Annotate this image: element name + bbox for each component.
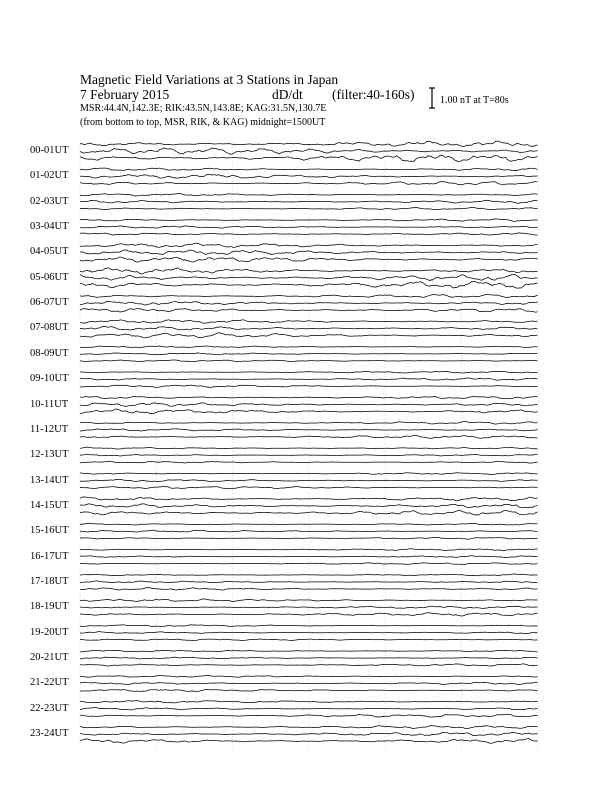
trace-07-08UT-KAG (80, 320, 538, 323)
trace-06-07UT-KAG (80, 294, 538, 297)
row-label-23-24UT: 23-24UT (30, 728, 69, 740)
trace-13-14UT-RIK (80, 479, 538, 481)
trace-00-01UT-MSR (80, 155, 538, 162)
trace-17-18UT-RIK (80, 581, 538, 583)
trace-10-11UT-KAG (80, 396, 538, 398)
trace-08-09UT-RIK (80, 353, 538, 355)
trace-12-13UT-MSR (80, 461, 538, 463)
trace-00-01UT-KAG (80, 141, 538, 147)
trace-06-07UT-MSR (80, 309, 538, 312)
row-label-18-19UT: 18-19UT (30, 601, 69, 613)
trace-08-09UT-KAG (80, 346, 538, 348)
trace-09-10UT-MSR (80, 385, 538, 387)
trace-12-13UT-RIK (80, 454, 538, 456)
trace-23-24UT-MSR (80, 738, 538, 743)
trace-14-15UT-RIK (80, 504, 538, 508)
row-label-03-04UT: 03-04UT (30, 221, 69, 233)
trace-00-01UT-RIK (80, 148, 538, 155)
trace-20-21UT-KAG (80, 650, 538, 652)
row-label-05-06UT: 05-06UT (30, 271, 69, 283)
trace-01-02UT-KAG (80, 168, 538, 171)
trace-09-10UT-RIK (80, 378, 538, 380)
trace-18-19UT-MSR (80, 613, 538, 616)
trace-16-17UT-MSR (80, 563, 538, 565)
trace-03-04UT-MSR (80, 233, 538, 235)
trace-16-17UT-RIK (80, 556, 538, 558)
trace-07-08UT-RIK (80, 327, 538, 330)
trace-22-23UT-MSR (80, 714, 538, 717)
component-label: dD/dt (272, 87, 303, 102)
trace-01-02UT-RIK (80, 174, 538, 178)
trace-15-16UT-RIK (80, 530, 538, 532)
trace-05-06UT-KAG (80, 268, 538, 274)
trace-20-21UT-RIK (80, 657, 538, 659)
trace-02-03UT-MSR (80, 207, 538, 210)
trace-02-03UT-RIK (80, 200, 538, 203)
trace-21-22UT-RIK (80, 682, 538, 684)
row-label-00-01UT: 00-01UT (30, 145, 69, 156)
trace-06-07UT-RIK (80, 301, 538, 305)
trace-07-08UT-MSR (80, 333, 538, 338)
trace-19-20UT-KAG (80, 625, 538, 627)
row-label-08-09UT: 08-09UT (30, 347, 69, 359)
trace-22-23UT-KAG (80, 701, 538, 703)
trace-08-09UT-MSR (80, 360, 538, 362)
row-label-15-16UT: 15-16UT (30, 525, 69, 537)
trace-03-04UT-KAG (80, 219, 538, 222)
trace-21-22UT-MSR (80, 689, 538, 691)
trace-03-04UT-RIK (80, 226, 538, 228)
trace-19-20UT-MSR (80, 639, 538, 641)
row-label-16-17UT: 16-17UT (30, 550, 69, 562)
row-label-11-12UT: 11-12UT (30, 423, 69, 435)
trace-17-18UT-KAG (80, 574, 538, 576)
trace-13-14UT-KAG (80, 473, 538, 475)
traces (80, 141, 538, 743)
row-label-12-13UT: 12-13UT (30, 449, 69, 461)
row-label-21-22UT: 21-22UT (30, 677, 69, 689)
row-label-02-03UT: 02-03UT (30, 195, 69, 207)
trace-12-13UT-KAG (80, 447, 538, 449)
trace-23-24UT-RIK (80, 732, 538, 735)
trace-22-23UT-RIK (80, 708, 538, 710)
chart-title: Magnetic Field Variations at 3 Stations in Japan (80, 72, 339, 87)
trace-14-15UT-MSR (80, 510, 538, 515)
row-label-22-23UT: 22-23UT (30, 702, 69, 714)
trace-18-19UT-RIK (80, 606, 538, 608)
row-label-14-15UT: 14-15UT (30, 499, 69, 511)
row-label-17-18UT: 17-18UT (30, 575, 69, 587)
trace-11-12UT-KAG (80, 422, 538, 425)
row-label-07-08UT: 07-08UT (30, 322, 69, 334)
trace-18-19UT-KAG (80, 599, 538, 602)
trace-05-06UT-MSR (80, 281, 538, 288)
trace-20-21UT-MSR (80, 664, 538, 666)
date-label: 7 February 2015 (80, 87, 170, 102)
row-label-13-14UT: 13-14UT (30, 474, 69, 486)
trace-04-05UT-MSR (80, 257, 538, 262)
trace-10-11UT-RIK (80, 403, 538, 407)
station-coordinates: MSR:44.4N,142.3E; RIK:43.5N,143.8E; KAG:31.5N,130.7E (80, 103, 327, 114)
trace-05-06UT-RIK (80, 274, 538, 281)
row-label-10-11UT: 10-11UT (30, 398, 69, 410)
filter-label: (filter:40-160s) (332, 87, 415, 102)
trace-15-16UT-KAG (80, 523, 538, 525)
trace-23-24UT-KAG (80, 726, 538, 729)
scale-label: 1.00 nT at T=80s (440, 95, 509, 106)
trace-10-11UT-MSR (80, 409, 538, 414)
row-label-01-02UT: 01-02UT (30, 170, 69, 182)
trace-02-03UT-KAG (80, 194, 538, 196)
trace-15-16UT-MSR (80, 537, 538, 539)
row-label-06-07UT: 06-07UT (30, 297, 69, 309)
trace-13-14UT-MSR (80, 486, 538, 488)
trace-04-05UT-KAG (80, 243, 538, 247)
row-label-20-21UT: 20-21UT (30, 652, 69, 663)
row-label-04-05UT: 04-05UT (30, 246, 69, 258)
trace-14-15UT-KAG (80, 497, 538, 501)
trace-11-12UT-MSR (80, 435, 538, 438)
trace-01-02UT-MSR (80, 181, 538, 184)
trace-19-20UT-RIK (80, 632, 538, 634)
row-label-19-20UT: 19-20UT (30, 626, 69, 638)
trace-04-05UT-RIK (80, 250, 538, 255)
trace-16-17UT-KAG (80, 549, 538, 551)
row-label-09-10UT: 09-10UT (30, 373, 69, 385)
trace-17-18UT-MSR (80, 588, 538, 591)
trace-11-12UT-RIK (80, 429, 538, 431)
trace-09-10UT-KAG (80, 371, 538, 373)
trace-21-22UT-KAG (80, 675, 538, 677)
trace-order-note: (from bottom to top, MSR, RIK, & KAG) midnight=1500UT (80, 117, 326, 128)
